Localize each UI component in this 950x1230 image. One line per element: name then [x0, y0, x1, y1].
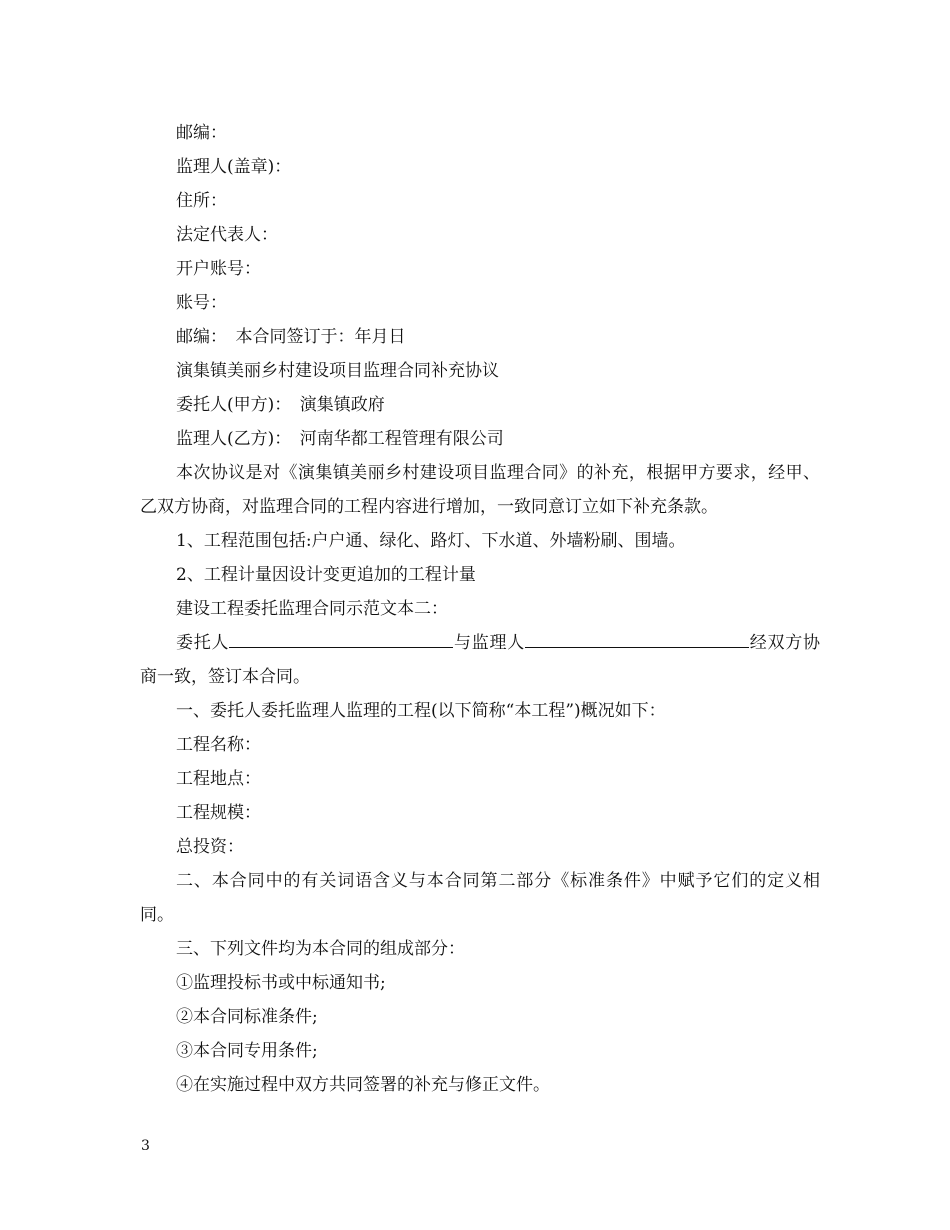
client-label: 委托人: [176, 633, 230, 653]
supervisor-label: 与监理人: [453, 633, 525, 653]
agreement-consensus-text: 经双方协商一致，签订本合同。: [140, 633, 820, 687]
page-number: 3: [141, 1138, 150, 1154]
document-item-2: ②本合同标准条件;: [176, 1007, 318, 1027]
supervisor-seal-line: 监理人(盖章)：: [176, 157, 292, 177]
document-item-4: ④在实施过程中双方共同签署的补充与修正文件。: [176, 1075, 550, 1095]
agreement-parties-paragraph: [140, 626, 820, 694]
postcode-signing-date-line: 邮编： 本合同签订于：年月日: [176, 327, 406, 347]
section-2-definitions: 二、本合同中的有关词语含义与本合同第二部分《标准条件》中赋予它们的定义相同。: [140, 871, 820, 925]
bank-account-line: 开户账号：: [176, 259, 261, 279]
document-item-1: ①监理投标书或中标通知书;: [176, 973, 386, 993]
supervisor-blank-line: [525, 629, 749, 648]
agreement-intro-paragraph: 本次协议是对《演集镇美丽乡村建设项目监理合同》的补充，根据甲方要求，经甲、乙双方协商，对监理合同的工程内容进行增加，一致同意订立如下补充条款。: [140, 463, 820, 517]
template-two-heading: 建设工程委托监理合同示范文本二：: [176, 599, 448, 619]
address-line: 住所：: [176, 191, 227, 211]
section-1-overview: 一、委托人委托监理人监理的工程(以下简称“本工程”)概况如下：: [176, 701, 666, 721]
legal-representative-line: 法定代表人：: [176, 225, 278, 245]
project-location-line: 工程地点：: [176, 769, 261, 789]
project-scale-line: 工程规模：: [176, 803, 261, 823]
clause-1: 1、工程范围包括:户户通、绿化、路灯、下水道、外墙粉刷、围墙。: [176, 531, 686, 551]
account-number-line: 账号：: [176, 293, 227, 313]
party-a-line: 委托人(甲方)： 演集镇政府: [176, 395, 385, 415]
clause-2: 2、工程计量因设计变更追加的工程计量: [176, 565, 476, 585]
supplement-agreement-title: 演集镇美丽乡村建设项目监理合同补充协议: [176, 361, 499, 381]
total-investment-line: 总投资：: [176, 837, 244, 857]
postcode-line: 邮编：: [176, 123, 227, 143]
client-blank-line: [229, 629, 453, 648]
document-item-3: ③本合同专用条件;: [176, 1041, 318, 1061]
party-b-line: 监理人(乙方)： 河南华都工程管理有限公司: [176, 429, 504, 449]
section-3-documents: 三、下列文件均为本合同的组成部分：: [176, 939, 465, 959]
document-body: [140, 116, 820, 1102]
project-name-line: 工程名称：: [176, 735, 261, 755]
